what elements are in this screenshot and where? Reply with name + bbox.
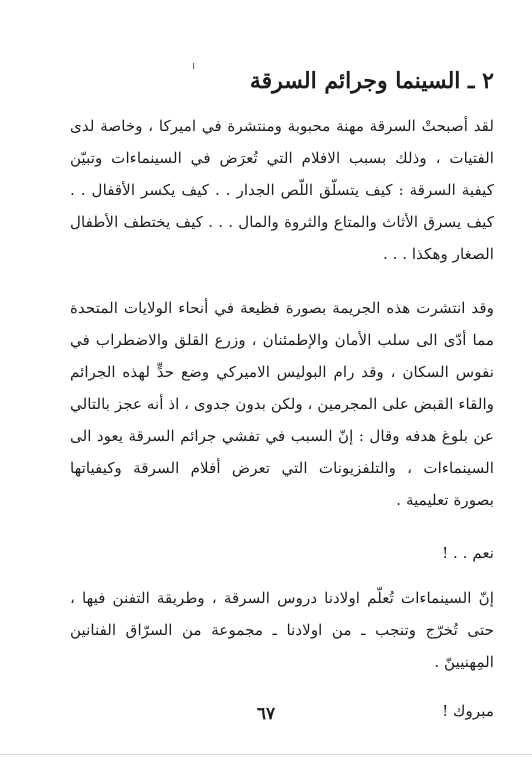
paragraph-5: مبروك ! — [442, 702, 494, 720]
paragraph-4: إنّ السينماءات تُعلّم اولادنا دروس السرقة ، وطريقة التفنن فيها ، حتى تُخرّج وتنجب ـ من اولادنا ـ مجموعة من السرّاق الفنانين المِهنيينّ . — [70, 589, 494, 671]
page-number: ٦٧ — [256, 704, 276, 724]
page-edge — [0, 754, 532, 755]
paragraph-3: نعم . . ! — [442, 544, 494, 562]
section-heading: ٢ ـ السينما وجرائم السرقة — [249, 68, 494, 94]
text-column — [70, 66, 494, 740]
paragraph-1: لقد أصبحتْ السرقة مهنة محبوبة ومنتشرة في اميركا ، وخاصة لدى الفتيات ، وذلك بسبب الافلام التي تُعرَض في السينماءات وتبيّن كيفية السرقة : كيف يتسلّق اللّص الجدار . . كيف يكسر الأقفال . . كيف يسرق الأثاث والمتاع والثروة والمال . . . كيف يختطف الأطفال الصغار وهكذا . . . — [70, 117, 494, 263]
paragraph-2: وقد انتشرت هذه الجريمة بصورة فظيعة في أنحاء الولايات المتحدة مما أدّى الى سلب الأمان والإطمئنان ، وزرع القلق والاضطراب في نفوس السكان ، وقد رام البوليس الاميركي وضع حدٍّ لهذه الجرائم والقاء القبض على المجرمين ، ولكن بدون جدوى ، اذ أنه عجز بالتالي عن بلوغ هدفه وقال : إنّ السبب في تفشي جرائم السرقة يعود الى السينماءات ، والتلفزيونات التي تعرض أفلام السرقة وكيفياتها بصورة تعليمية . — [70, 299, 494, 509]
